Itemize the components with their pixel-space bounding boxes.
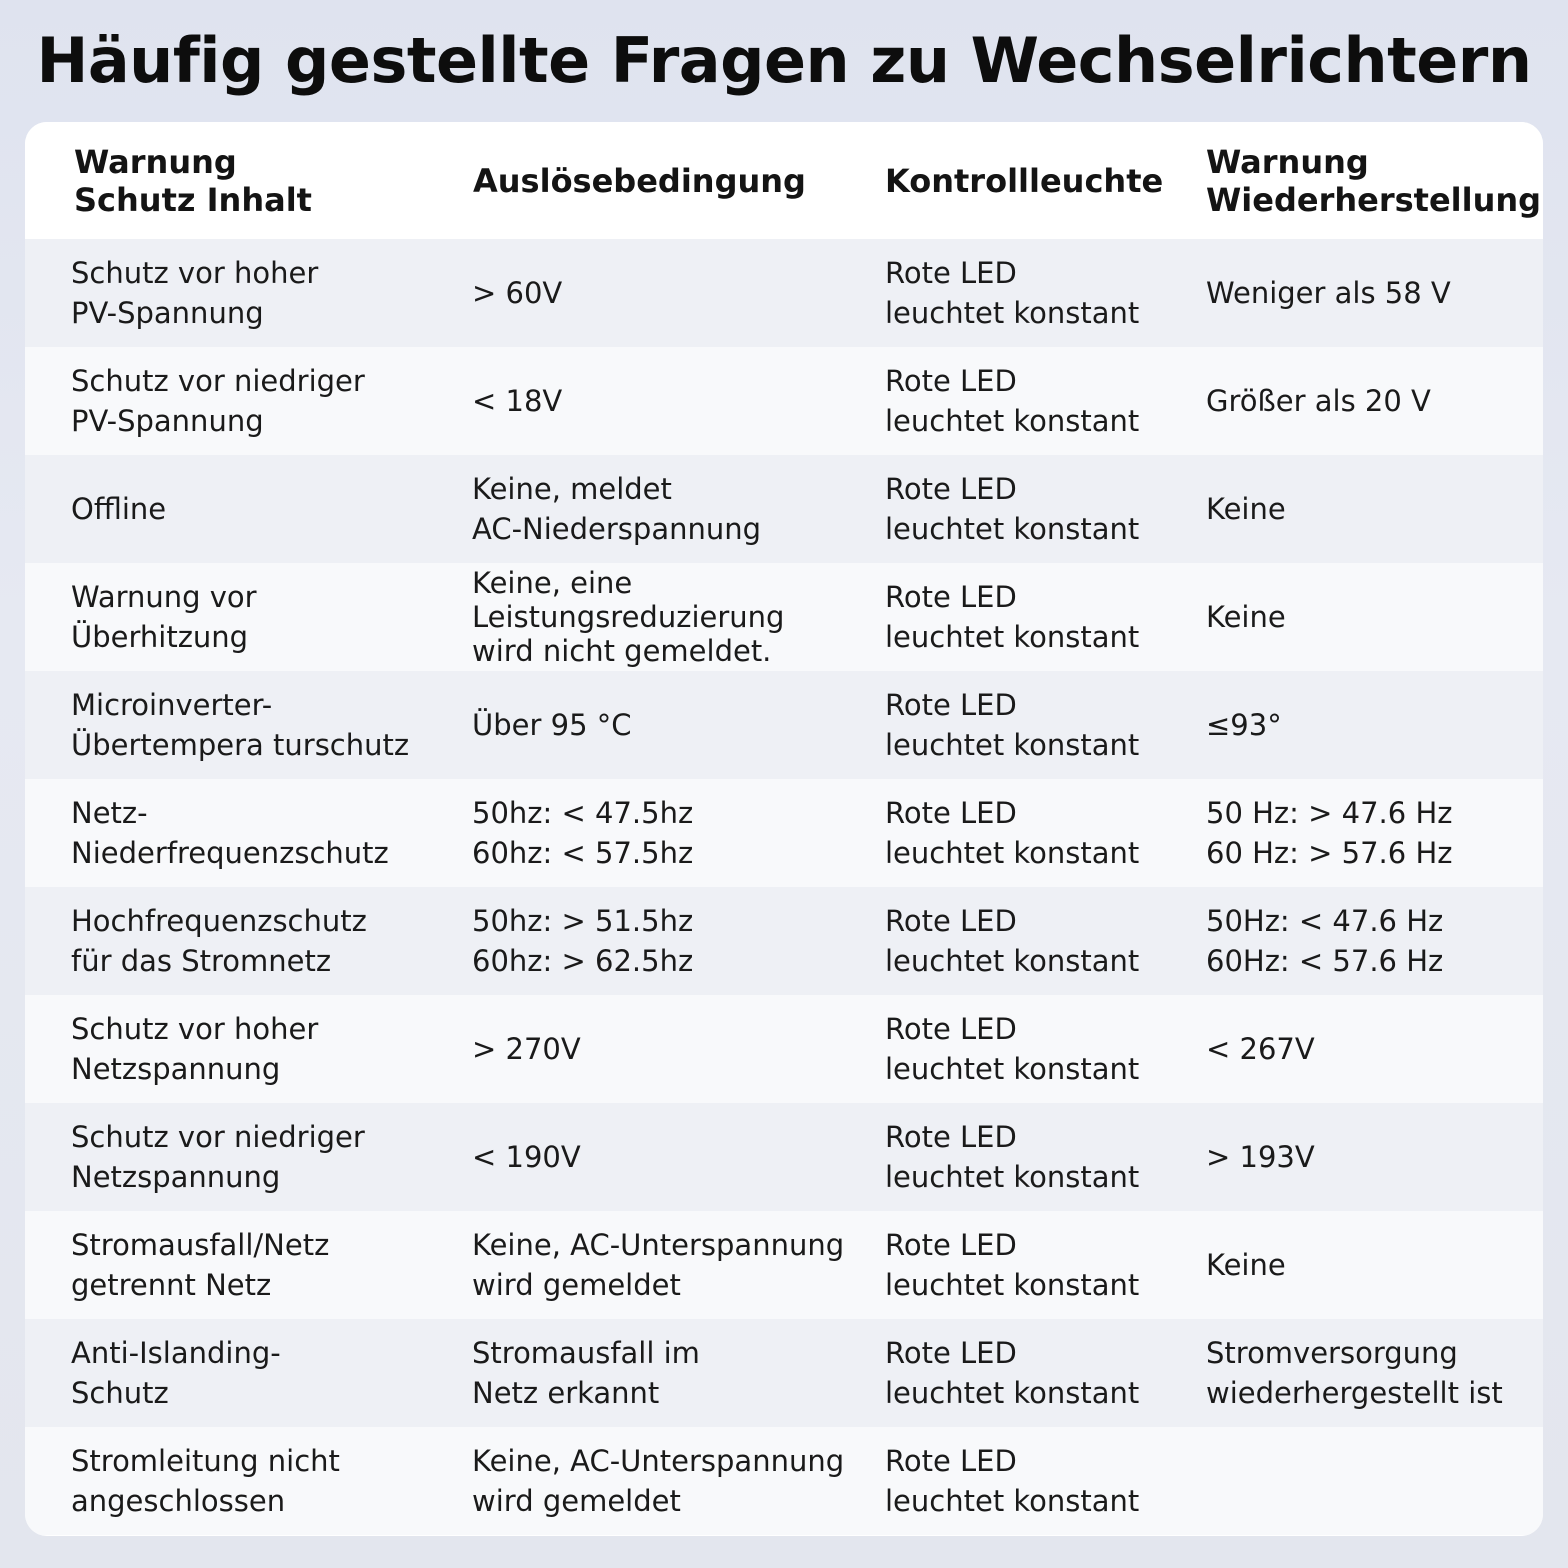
indicator-cell: Rote LED leuchtet konstant: [885, 688, 1140, 762]
table-row: [25, 563, 1543, 671]
table-header-row: [25, 122, 1543, 239]
recovery-cell: Keine: [1206, 492, 1286, 526]
table-row: [25, 455, 1543, 563]
trigger-cell: Keine, AC-Unterspannung wird gemeldet: [472, 1228, 845, 1302]
recovery-cell: Weniger als 58 V: [1206, 276, 1451, 310]
trigger-cell: Keine, AC-Unterspannung wird gemeldet: [472, 1444, 845, 1518]
recovery-cell: 50Hz: < 47.6 Hz 60Hz: < 57.6 Hz: [1206, 904, 1444, 978]
trigger-cell: 50hz: < 47.5hz 60hz: < 57.5hz: [472, 796, 694, 870]
trigger-cell: < 18V: [472, 384, 563, 418]
protection-cell: Microinverter- Übertempera turschutz: [71, 688, 410, 762]
indicator-cell: Rote LED leuchtet konstant: [885, 1012, 1140, 1086]
trigger-cell: 50hz: > 51.5hz 60hz: > 62.5hz: [472, 904, 694, 978]
indicator-cell: Rote LED leuchtet konstant: [885, 1120, 1140, 1194]
protection-cell: Stromleitung nicht angeschlossen: [71, 1444, 340, 1518]
recovery-cell: Größer als 20 V: [1206, 384, 1431, 418]
indicator-cell: Rote LED leuchtet konstant: [885, 364, 1140, 438]
recovery-cell: < 267V: [1206, 1032, 1315, 1066]
trigger-cell: Stromausfall im Netz erkannt: [472, 1336, 700, 1410]
recovery-cell: ≤93°: [1206, 708, 1282, 742]
protection-cell: Schutz vor hoher Netzspannung: [71, 1012, 319, 1086]
indicator-cell: Rote LED leuchtet konstant: [885, 256, 1140, 330]
protection-cell: Schutz vor hoher PV-Spannung: [71, 256, 319, 330]
protection-cell: Stromausfall/Netz getrennt Netz: [71, 1228, 330, 1302]
trigger-cell: < 190V: [472, 1140, 581, 1174]
recovery-cell: Stromversorgung wiederhergestellt ist: [1206, 1336, 1503, 1410]
table-row: [25, 239, 1543, 347]
column-header-indicator-light: Kontrollleuchte: [885, 161, 1164, 200]
trigger-cell: Über 95 °C: [472, 708, 632, 742]
table-row: [25, 1427, 1543, 1535]
protection-cell: Offline: [71, 492, 167, 526]
recovery-cell: [1206, 1427, 1536, 1535]
trigger-cell: > 270V: [472, 1032, 581, 1066]
trigger-cell: > 60V: [472, 276, 563, 310]
table-row: [25, 671, 1543, 779]
table-row: [25, 995, 1543, 1103]
protection-cell: Schutz vor niedriger PV-Spannung: [71, 364, 365, 438]
trigger-cell: Keine, meldet AC-Niederspannung: [472, 472, 762, 546]
trigger-cell: Keine, eine Leistungsreduzierung wird nicht gemeldet.: [472, 566, 785, 668]
table-row: [25, 779, 1543, 887]
table-row: [25, 347, 1543, 455]
recovery-cell: > 193V: [1206, 1140, 1315, 1174]
indicator-cell: Rote LED leuchtet konstant: [885, 1444, 1140, 1518]
indicator-cell: Rote LED leuchtet konstant: [885, 472, 1140, 546]
table-row: [25, 1103, 1543, 1211]
page-title: Häufig gestellte Fragen zu Wechselrichtern: [36, 24, 1532, 97]
protection-cell: Hochfrequenzschutz für das Stromnetz: [71, 904, 367, 978]
indicator-cell: Rote LED leuchtet konstant: [885, 904, 1140, 978]
faq-table: [25, 122, 1543, 1536]
protection-cell: Schutz vor niedriger Netzspannung: [71, 1120, 365, 1194]
table-body: [25, 239, 1543, 1535]
indicator-cell: Rote LED leuchtet konstant: [885, 1336, 1140, 1410]
table-row: [25, 887, 1543, 995]
column-header-trigger-condition: Auslösebedingung: [473, 161, 806, 200]
protection-cell: Anti-Islanding- Schutz: [71, 1336, 281, 1410]
recovery-cell: Keine: [1206, 1248, 1286, 1282]
protection-cell: Netz- Niederfrequenzschutz: [71, 796, 389, 870]
indicator-cell: Rote LED leuchtet konstant: [885, 1228, 1140, 1302]
indicator-cell: Rote LED leuchtet konstant: [885, 580, 1140, 654]
table-row: [25, 1211, 1543, 1319]
column-header-recovery: Warnung Wiederherstellung: [1206, 142, 1542, 219]
recovery-cell: Keine: [1206, 600, 1286, 634]
indicator-cell: Rote LED leuchtet konstant: [885, 796, 1140, 870]
protection-cell: Warnung vor Überhitzung: [71, 580, 257, 654]
table-row: [25, 1319, 1543, 1427]
recovery-cell: 50 Hz: > 47.6 Hz 60 Hz: > 57.6 Hz: [1206, 796, 1453, 870]
column-header-protection: Warnung Schutz Inhalt: [74, 142, 312, 219]
